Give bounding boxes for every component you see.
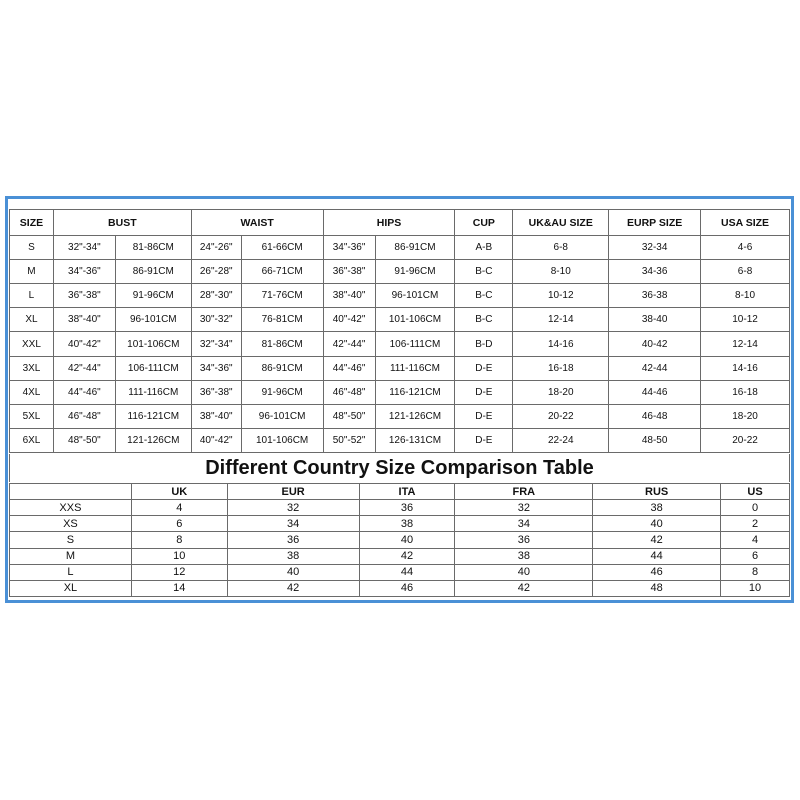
size-cell: 5XL <box>10 404 54 428</box>
size-cell: M <box>10 260 54 284</box>
size-cell: 32-34 <box>609 236 701 260</box>
size-cell: 36"-38" <box>53 284 115 308</box>
size-cell: XXL <box>10 332 54 356</box>
comparison-row <box>10 564 790 580</box>
size-cell: 32"-34" <box>53 236 115 260</box>
size-cell: 42"-44" <box>53 356 115 380</box>
size-cell: 18-20 <box>513 380 609 404</box>
size-cell: 111-116CM <box>115 380 191 404</box>
size-cell: 4XL <box>10 380 54 404</box>
size-cell: 76-81CM <box>241 308 323 332</box>
header-size: SIZE <box>10 210 54 236</box>
size-cell: 91-96CM <box>115 284 191 308</box>
comparison-header <box>10 484 790 500</box>
size-cell: 16-18 <box>513 356 609 380</box>
size-cell: 10-12 <box>701 308 790 332</box>
comparison-cell: 8 <box>721 564 790 580</box>
comparison-cell: 42 <box>227 580 359 596</box>
size-cell: 116-121CM <box>375 380 455 404</box>
size-cell: 91-96CM <box>241 380 323 404</box>
comparison-cell: 34 <box>227 516 359 532</box>
header-cup: CUP <box>455 210 513 236</box>
header-usa: USA SIZE <box>701 210 790 236</box>
size-cell: 91-96CM <box>375 260 455 284</box>
size-cell: 8-10 <box>513 260 609 284</box>
header-hips: HIPS <box>323 210 455 236</box>
comparison-cell: L <box>10 564 132 580</box>
size-cell: 48"-50" <box>53 428 115 452</box>
size-cell: 18-20 <box>701 404 790 428</box>
comp-header-us: US <box>721 484 790 500</box>
comparison-cell: 32 <box>227 500 359 516</box>
size-cell: D-E <box>455 428 513 452</box>
comparison-cell: 46 <box>593 564 721 580</box>
size-cell: 121-126CM <box>115 428 191 452</box>
size-cell: 30"-32" <box>191 308 241 332</box>
comparison-cell: 44 <box>593 548 721 564</box>
comparison-cell: 36 <box>455 532 593 548</box>
comparison-cell: 38 <box>455 548 593 564</box>
size-cell: 42-44 <box>609 356 701 380</box>
size-cell: 81-86CM <box>241 332 323 356</box>
comparison-cell: M <box>10 548 132 564</box>
size-cell: 111-116CM <box>375 356 455 380</box>
comparison-cell: 44 <box>359 564 455 580</box>
size-cell: 40"-42" <box>53 332 115 356</box>
size-table <box>9 209 790 453</box>
size-cell: 48"-50" <box>323 404 375 428</box>
comparison-cell: 4 <box>721 532 790 548</box>
comparison-cell: 32 <box>455 500 593 516</box>
comparison-table <box>9 483 790 597</box>
size-cell: 71-76CM <box>241 284 323 308</box>
comp-header-fra: FRA <box>455 484 593 500</box>
size-cell: 86-91CM <box>115 260 191 284</box>
comparison-cell: 36 <box>359 500 455 516</box>
comparison-cell: XXS <box>10 500 132 516</box>
size-cell: B-C <box>455 260 513 284</box>
size-cell: 38-40 <box>609 308 701 332</box>
comp-header-eur: EUR <box>227 484 359 500</box>
size-cell: 38"-40" <box>323 284 375 308</box>
size-cell: 26"-28" <box>191 260 241 284</box>
size-cell: 6-8 <box>701 260 790 284</box>
comparison-cell: S <box>10 532 132 548</box>
comparison-cell: 40 <box>455 564 593 580</box>
comparison-cell: 34 <box>455 516 593 532</box>
size-cell: 12-14 <box>701 332 790 356</box>
size-cell: S <box>10 236 54 260</box>
comparison-row <box>10 548 790 564</box>
size-cell: 44"-46" <box>53 380 115 404</box>
size-cell: 16-18 <box>701 380 790 404</box>
size-cell: B-C <box>455 308 513 332</box>
comp-header-rus: RUS <box>593 484 721 500</box>
size-cell: 126-131CM <box>375 428 455 452</box>
size-cell: 46"-48" <box>53 404 115 428</box>
size-cell: 24"-26" <box>191 236 241 260</box>
comparison-cell: 40 <box>227 564 359 580</box>
size-cell: B-D <box>455 332 513 356</box>
comparison-cell: 38 <box>593 500 721 516</box>
size-row <box>10 236 790 260</box>
size-cell: 40"-42" <box>191 428 241 452</box>
size-cell: 6XL <box>10 428 54 452</box>
comparison-cell: 2 <box>721 516 790 532</box>
size-cell: 38"-40" <box>53 308 115 332</box>
size-cell: A-B <box>455 236 513 260</box>
size-cell: L <box>10 284 54 308</box>
size-cell: 44-46 <box>609 380 701 404</box>
size-row <box>10 332 790 356</box>
header-ukau: UK&AU SIZE <box>513 210 609 236</box>
size-cell: D-E <box>455 404 513 428</box>
size-cell: 14-16 <box>701 356 790 380</box>
header-bust: BUST <box>53 210 191 236</box>
size-cell: 61-66CM <box>241 236 323 260</box>
comparison-cell: 6 <box>131 516 227 532</box>
size-row <box>10 260 790 284</box>
size-row <box>10 428 790 452</box>
size-row <box>10 404 790 428</box>
comparison-title: Different Country Size Comparison Table <box>9 454 790 482</box>
size-cell: 38"-40" <box>191 404 241 428</box>
size-cell: 22-24 <box>513 428 609 452</box>
size-cell: 40"-42" <box>323 308 375 332</box>
size-cell: 46"-48" <box>323 380 375 404</box>
size-cell: 44"-46" <box>323 356 375 380</box>
size-row <box>10 308 790 332</box>
comparison-row <box>10 516 790 532</box>
comparison-cell: 14 <box>131 580 227 596</box>
size-row <box>10 284 790 308</box>
size-row <box>10 380 790 404</box>
comparison-cell: 10 <box>131 548 227 564</box>
size-cell: 34"-36" <box>323 236 375 260</box>
comparison-cell: 38 <box>227 548 359 564</box>
size-cell: 86-91CM <box>241 356 323 380</box>
comparison-row <box>10 532 790 548</box>
size-cell: 96-101CM <box>375 284 455 308</box>
comparison-cell: 42 <box>455 580 593 596</box>
size-cell: 34"-36" <box>53 260 115 284</box>
comparison-row <box>10 500 790 516</box>
size-cell: 8-10 <box>701 284 790 308</box>
size-cell: 4-6 <box>701 236 790 260</box>
comparison-cell: 40 <box>593 516 721 532</box>
comparison-cell: 0 <box>721 500 790 516</box>
size-cell: 34-36 <box>609 260 701 284</box>
size-cell: 101-106CM <box>375 308 455 332</box>
comparison-cell: 46 <box>359 580 455 596</box>
size-cell: D-E <box>455 356 513 380</box>
size-cell: 121-126CM <box>375 404 455 428</box>
comp-header-ita: ITA <box>359 484 455 500</box>
comparison-cell: 6 <box>721 548 790 564</box>
size-cell: 10-12 <box>513 284 609 308</box>
comparison-cell: 12 <box>131 564 227 580</box>
size-cell: 96-101CM <box>115 308 191 332</box>
size-cell: 86-91CM <box>375 236 455 260</box>
size-cell: 101-106CM <box>115 332 191 356</box>
comp-header-uk: UK <box>131 484 227 500</box>
size-cell: D-E <box>455 380 513 404</box>
size-cell: 42"-44" <box>323 332 375 356</box>
size-cell: 14-16 <box>513 332 609 356</box>
size-cell: 28"-30" <box>191 284 241 308</box>
comparison-cell: XL <box>10 580 132 596</box>
size-cell: 116-121CM <box>115 404 191 428</box>
comparison-row <box>10 580 790 596</box>
size-cell: 81-86CM <box>115 236 191 260</box>
size-cell: 48-50 <box>609 428 701 452</box>
size-cell: 50"-52" <box>323 428 375 452</box>
comp-header-blank <box>10 484 132 500</box>
size-cell: 32"-34" <box>191 332 241 356</box>
size-cell: 46-48 <box>609 404 701 428</box>
comparison-cell: 42 <box>359 548 455 564</box>
size-cell: XL <box>10 308 54 332</box>
size-cell: 6-8 <box>513 236 609 260</box>
size-cell: 20-22 <box>513 404 609 428</box>
size-cell: 3XL <box>10 356 54 380</box>
size-cell: 106-111CM <box>115 356 191 380</box>
size-cell: 12-14 <box>513 308 609 332</box>
size-table-header <box>10 210 790 236</box>
comparison-cell: 40 <box>359 532 455 548</box>
size-cell: 106-111CM <box>375 332 455 356</box>
header-waist: WAIST <box>191 210 323 236</box>
size-cell: B-C <box>455 284 513 308</box>
comparison-cell: 4 <box>131 500 227 516</box>
comparison-cell: 36 <box>227 532 359 548</box>
size-cell: 96-101CM <box>241 404 323 428</box>
size-cell: 40-42 <box>609 332 701 356</box>
comparison-cell: XS <box>10 516 132 532</box>
size-cell: 36"-38" <box>191 380 241 404</box>
comparison-cell: 8 <box>131 532 227 548</box>
comparison-cell: 38 <box>359 516 455 532</box>
size-cell: 66-71CM <box>241 260 323 284</box>
comparison-cell: 48 <box>593 580 721 596</box>
size-cell: 34"-36" <box>191 356 241 380</box>
size-cell: 36-38 <box>609 284 701 308</box>
size-cell: 20-22 <box>701 428 790 452</box>
size-row <box>10 356 790 380</box>
comparison-cell: 10 <box>721 580 790 596</box>
size-cell: 36"-38" <box>323 260 375 284</box>
header-eurp: EURP SIZE <box>609 210 701 236</box>
size-cell: 101-106CM <box>241 428 323 452</box>
comparison-cell: 42 <box>593 532 721 548</box>
